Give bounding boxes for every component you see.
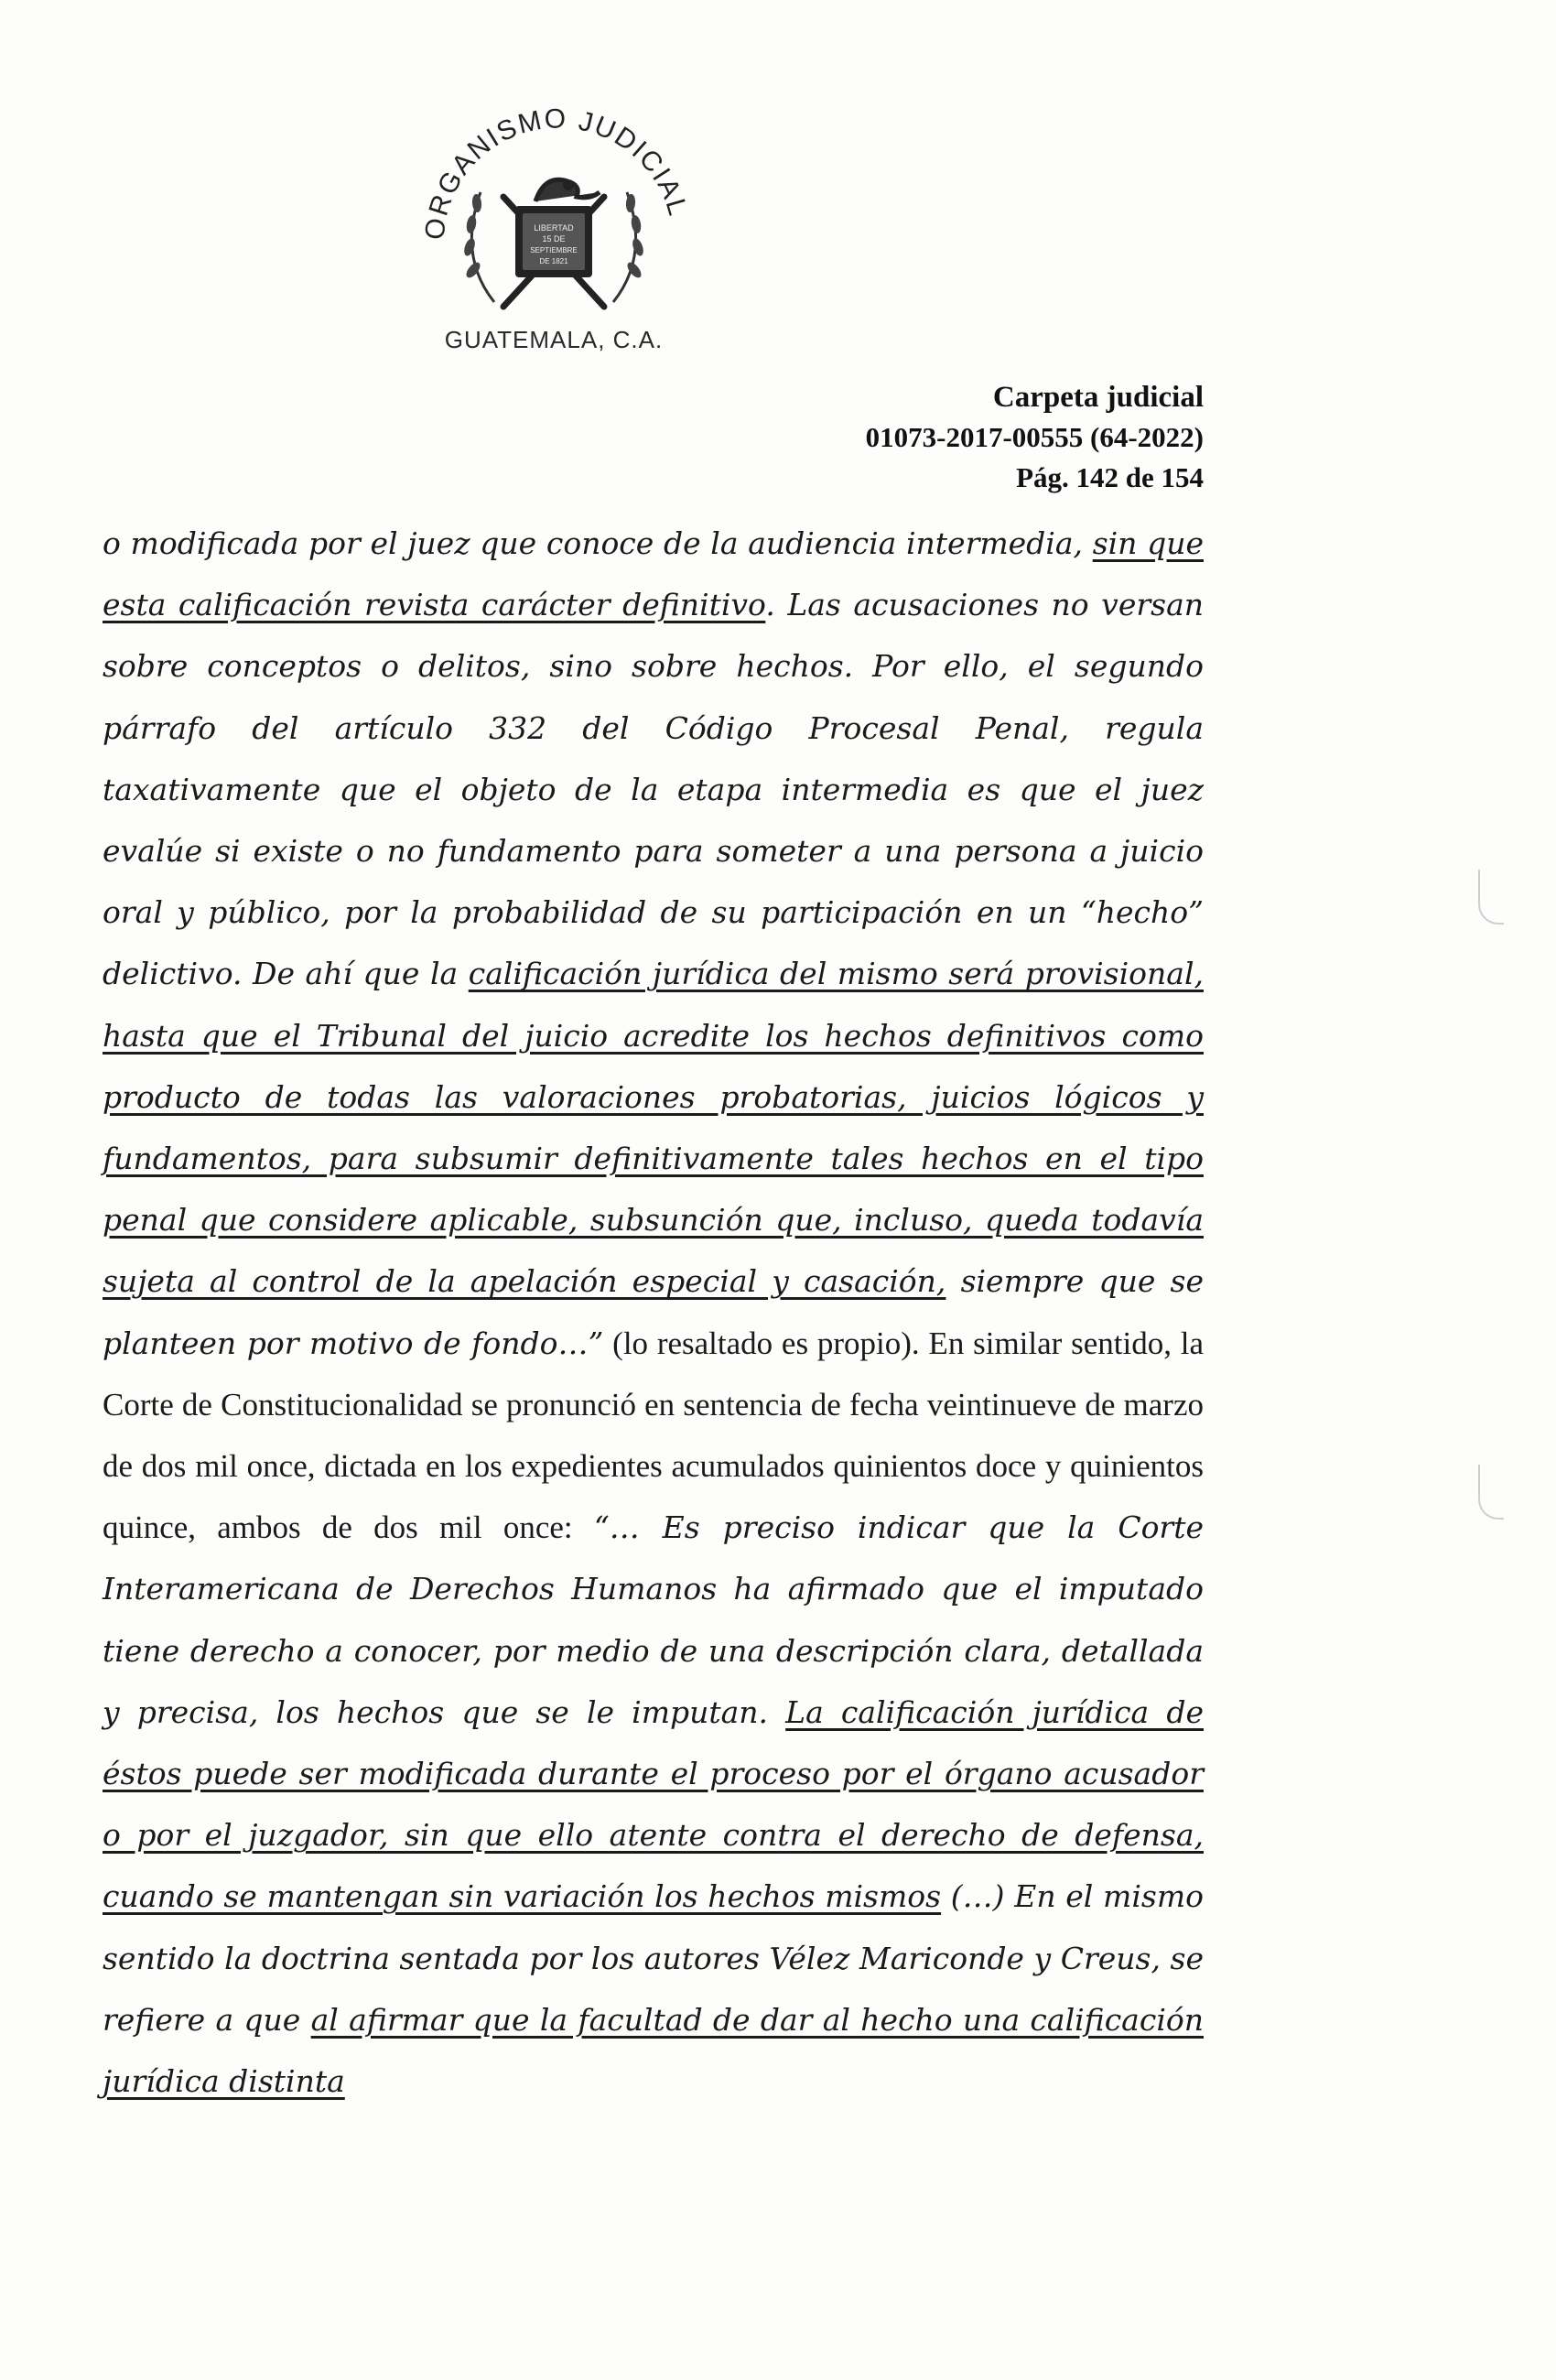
document-header	[866, 377, 1204, 498]
body-paragraph	[103, 513, 1204, 2112]
scan-margin-mark	[1478, 870, 1504, 925]
organismo-judicial-seal	[407, 82, 700, 330]
document-body	[103, 513, 1204, 2112]
body-text-segment: (…) En el mismo sentido la doctrina sentada por los autores Vélez Mariconde y Creus, se refiere a que	[103, 1878, 1204, 2038]
body-text-segment-underlined: sin que esta calificación revista carácter definitivo	[103, 525, 1205, 623]
body-text-segment: siempre que se planteen por motivo de fondo…”	[103, 1263, 1204, 1361]
folder-label: Carpeta judicial	[992, 381, 1204, 414]
svg-text:SEPTIEMBRE: SEPTIEMBRE	[530, 246, 578, 254]
page-number: Pág. 142 de 154	[1016, 461, 1204, 493]
scan-margin-mark	[1478, 1465, 1504, 1520]
case-number: 01073-2017-00555 (64-2022)	[865, 421, 1204, 453]
svg-text:15 DE: 15 DE	[542, 234, 566, 243]
body-text-segment: o modificada por el juez que conoce de la audiencia intermedia,	[103, 525, 1093, 561]
svg-text:DE 1821: DE 1821	[539, 257, 568, 265]
body-text-segment-underlined: al afirmar que la facultad de dar al hecho una calificación jurídica distinta	[103, 2001, 1205, 2100]
svg-text:LIBERTAD: LIBERTAD	[534, 223, 574, 233]
body-text-segment-underlined: La calificación jurídica de éstos puede ser modificada durante el proceso por el órgano acusador o por el juzgador, sin que ello atente contra el derecho de defensa, cuando se mantengan sin variación los hechos mismos	[103, 1693, 1204, 1915]
seal-arc-text: ORGANISMO JUDICIAL	[419, 103, 694, 242]
body-text-segment-underlined: calificación jurídica del mismo será provisional, hasta que el Tribunal del juicio acredite los hechos definitivos como producto de todas las valoraciones probatorias, juicios lógicos y fundamentos, para subsumir definitivamente tales hechos en el tipo penal que considere aplicable, subsunción que, incluso, queda todavía sujeta al control de la apelación especial y casación,	[103, 956, 1204, 1300]
body-text-segment-roman: (lo resaltado es propio). En similar sentido, la Corte de Constitucionalidad se pronunció en sentencia de fecha veintinueve de marzo de dos mil once, dictada en los expedientes acumulados quinientos doce y quinientos quince, ambos de dos mil once:	[103, 1325, 1204, 1546]
body-text-segment: “… Es preciso indicar que la Corte Interamericana de Derechos Humanos ha afirmado que el imputado tiene derecho a conocer, por medio de una descripción clara, detallada y precisa, los hechos que se le imputan.	[103, 1509, 1205, 1730]
body-text-segment: . Las acusaciones no versan sobre conceptos o delitos, sino sobre hechos. Por ello, el segundo párrafo del artículo 332 del Código Procesal Penal, regula taxativamente que el objeto de la etapa intermedia es que el juez evalúe si existe o no fundamento para someter a una persona a juicio oral y público, por la probabilidad de su participación en un “hecho” delictivo. De ahí que la	[103, 587, 1204, 992]
seal-subtitle: GUATEMALA, C.A.	[444, 326, 664, 353]
